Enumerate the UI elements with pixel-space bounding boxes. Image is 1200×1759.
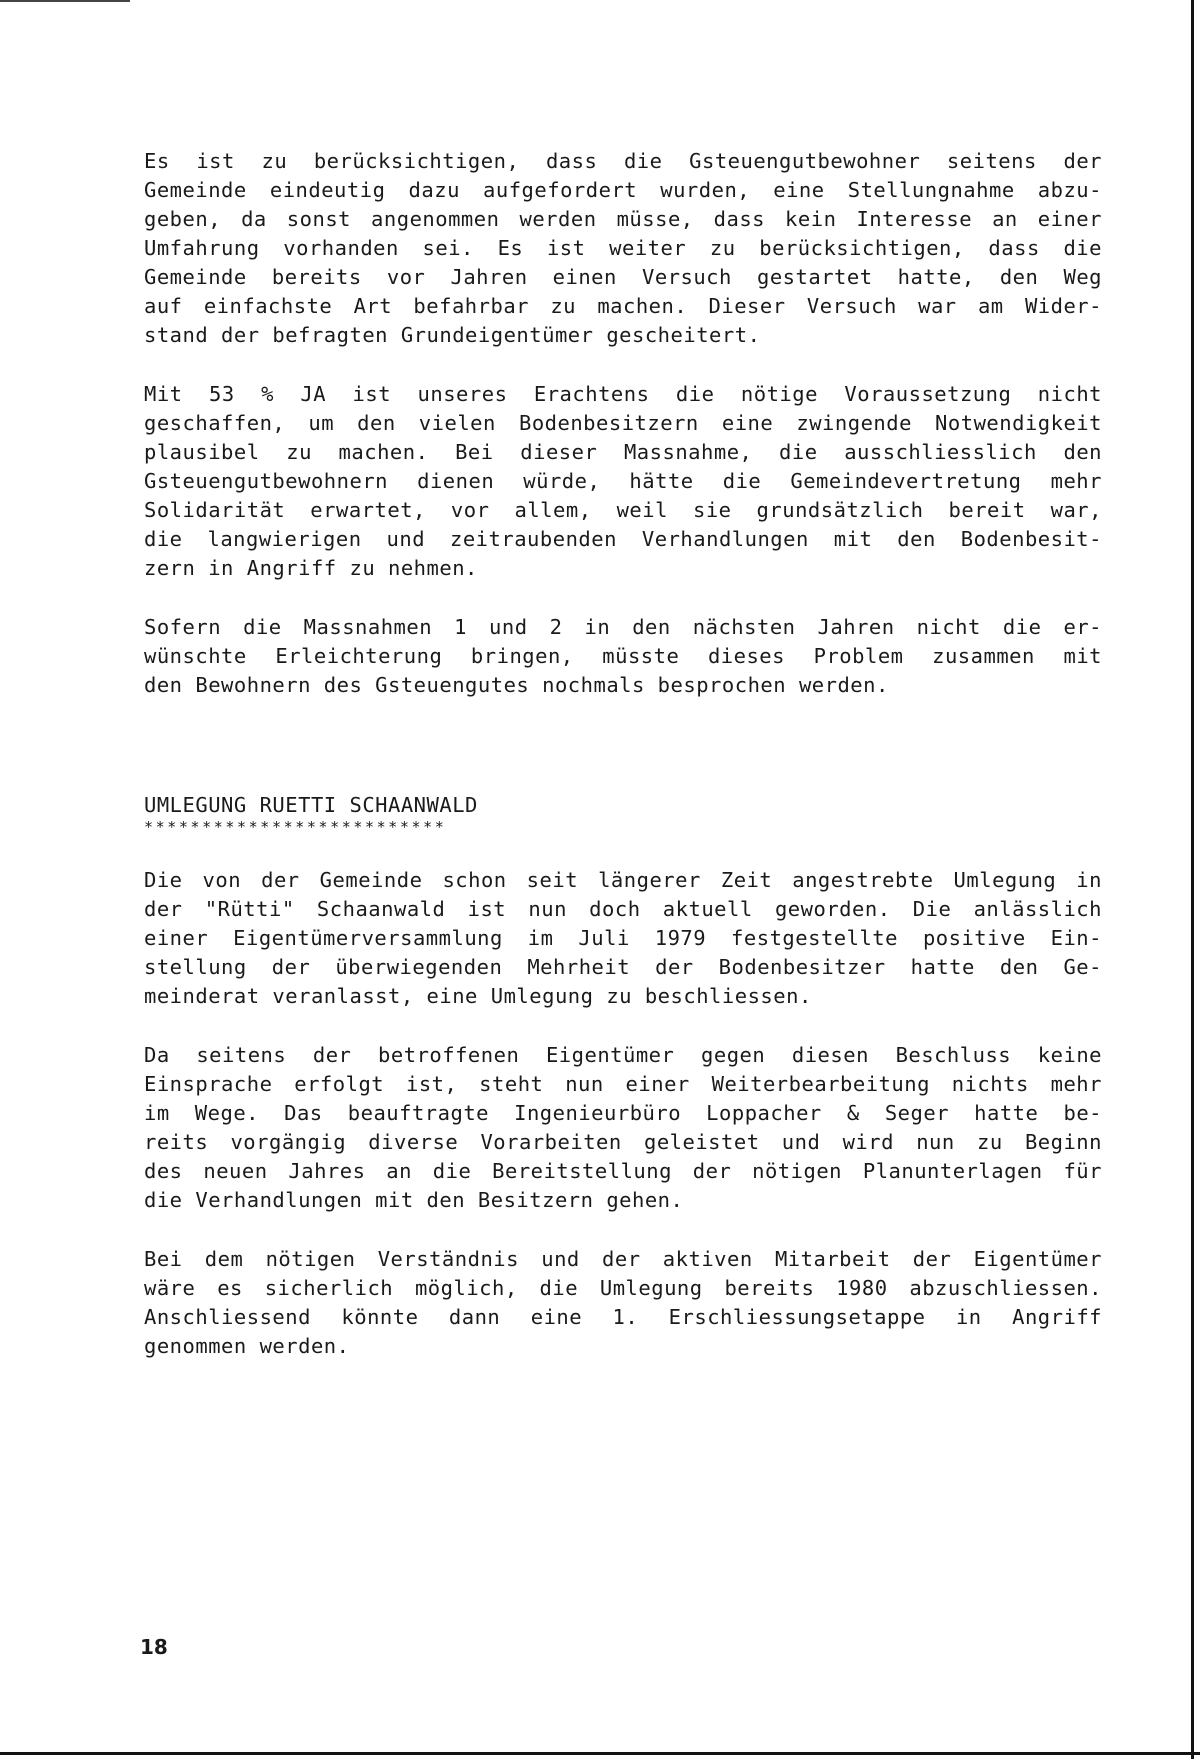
text-line: stellung der überwiegenden Mehrheit der Bodenbesitzer hatte den Ge- [144,955,1102,979]
text-line: Es ist zu berücksichtigen, dass die Gsteuengutbewohner seitens der [144,149,1102,173]
text-line: zern in Angriff zu nehmen. [144,556,478,580]
text-line: plausibel zu machen. Bei dieser Massnahme, die ausschliesslich den [144,440,1102,464]
text-line: den Bewohnern des Gsteuengutes nochmals besprochen werden. [144,673,889,697]
text-line: des neuen Jahres an die Bereitstellung der nötigen Planunterlagen für [144,1159,1102,1183]
text-line: Gemeinde eindeutig dazu aufgefordert wurden, eine Stellungnahme abzu- [144,178,1102,202]
text-line: Umfahrung vorhanden sei. Es ist weiter zu berücksichtigen, dass die [144,236,1102,260]
scan-edge-right [1191,0,1194,1759]
heading-underline: ************************** [144,818,447,836]
text-line: die langwierigen und zeitraubenden Verhandlungen mit den Bodenbesit- [144,527,1102,551]
paragraph [144,380,1102,583]
scan-edge-bottom [0,1752,1200,1755]
page-number: 18 [140,1635,168,1659]
paragraph [144,1245,1102,1361]
text-line: auf einfachste Art befahrbar zu machen. Dieser Versuch war am Wider- [144,294,1102,318]
text-line: stand der befragten Grundeigentümer gescheitert. [144,323,761,347]
text-line: genommen werden. [144,1334,350,1358]
text-line: reits vorgängig diverse Vorarbeiten geleistet und wird nun zu Beginn [144,1130,1102,1154]
section-umlegung [144,866,1102,1361]
text-line: im Wege. Das beauftragte Ingenieurbüro Loppacher & Seger hatte be- [144,1101,1102,1125]
text-line: Anschliessend könnte dann eine 1. Erschliessungsetappe in Angriff [144,1305,1102,1329]
paragraph [144,613,1102,700]
text-line: einer Eigentümerversammlung im Juli 1979 festgestellte positive Ein- [144,926,1102,950]
text-line: Einsprache erfolgt ist, steht nun einer Weiterbearbeitung nichts mehr [144,1072,1102,1096]
section-heading: UMLEGUNG RUETTI SCHAANWALD [144,793,478,817]
paragraph [144,1041,1102,1215]
paragraph [144,147,1102,350]
paragraph [144,866,1102,1011]
text-line: geben, da sonst angenommen werden müsse, dass kein Interesse an einer [144,207,1102,231]
section-gsteuengut [144,147,1102,700]
text-line: geschaffen, um den vielen Bodenbesitzern eine zwingende Notwendigkeit [144,411,1102,435]
text-line: Bei dem nötigen Verständnis und der aktiven Mitarbeit der Eigentümer [144,1247,1102,1271]
text-line: Gemeinde bereits vor Jahren einen Versuch gestartet hatte, den Weg [144,265,1102,289]
page-body [144,147,1102,1361]
text-line: Gsteuengutbewohnern dienen würde, hätte die Gemeindevertretung mehr [144,469,1102,493]
scan-edge-top [0,0,130,2]
text-line: Da seitens der betroffenen Eigentümer gegen diesen Beschluss keine [144,1043,1102,1067]
text-line: wäre es sicherlich möglich, die Umlegung bereits 1980 abzuschliessen. [144,1276,1102,1300]
text-line: der "Rütti" Schaanwald ist nun doch aktuell geworden. Die anlässlich [144,897,1102,921]
text-line: Sofern die Massnahmen 1 und 2 in den nächsten Jahren nicht die er- [144,615,1102,639]
text-line: Solidarität erwartet, vor allem, weil sie grundsätzlich bereit war, [144,498,1102,522]
text-line: Die von der Gemeinde schon seit längerer Zeit angestrebte Umlegung in [144,868,1102,892]
text-line: Mit 53 % JA ist unseres Erachtens die nötige Voraussetzung nicht [144,382,1102,406]
text-line: die Verhandlungen mit den Besitzern gehen. [144,1188,684,1212]
text-line: meinderat veranlasst, eine Umlegung zu beschliessen. [144,984,812,1008]
text-line: wünschte Erleichterung bringen, müsste dieses Problem zusammen mit [144,644,1102,668]
